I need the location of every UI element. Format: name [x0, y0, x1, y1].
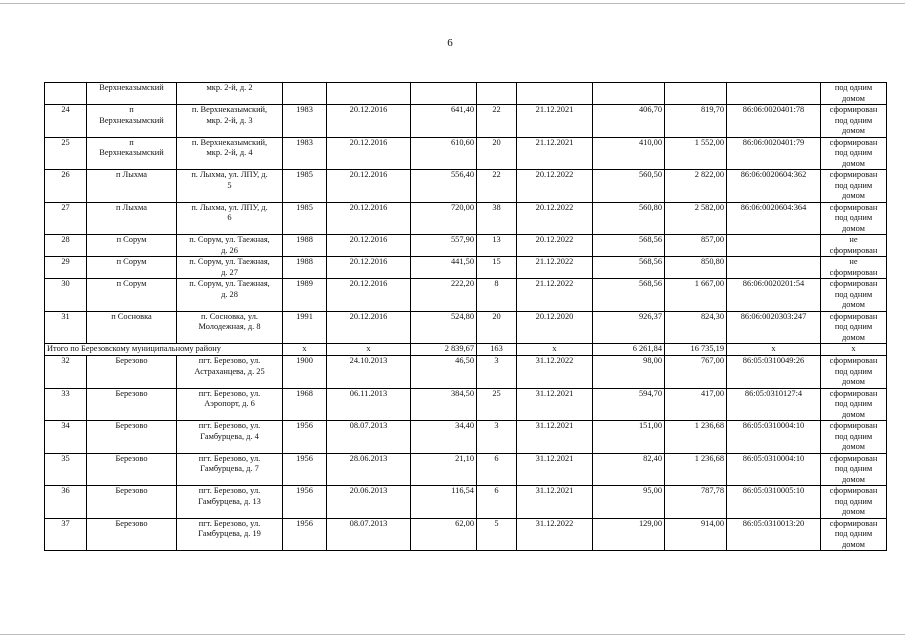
table-row	[45, 486, 887, 519]
row-number: 31	[45, 311, 87, 344]
area-planned-cell: 129,00	[593, 518, 665, 551]
residents-count-cell: 8	[477, 279, 517, 312]
residents-count-cell: 20	[477, 137, 517, 170]
table-row	[45, 311, 887, 344]
table-row	[45, 170, 887, 203]
planned-date-cell: 31.12.2022	[517, 356, 593, 389]
area-planned-cell: 95,00	[593, 486, 665, 519]
planned-date-cell: 31.12.2022	[517, 518, 593, 551]
cadastral-number-cell: 86:05:0310127:4	[727, 388, 821, 421]
settlement-cell: Верхнеказымский	[87, 83, 177, 105]
table-row	[45, 105, 887, 138]
settlement-cell: п Верхнеказымский	[87, 137, 177, 170]
subtotal-area-planned: 6 261,84	[593, 344, 665, 356]
settlement-cell: п Лыхма	[87, 170, 177, 203]
cadastral-number-cell: 86:06:0020303:247	[727, 311, 821, 344]
subtotal-year: x	[283, 344, 327, 356]
planned-date-cell: 21.12.2021	[517, 137, 593, 170]
date-recognized-cell: 20.12.2016	[327, 311, 411, 344]
cadastral-number-cell: 86:05:0310004:10	[727, 421, 821, 454]
cadastral-number-cell	[727, 257, 821, 279]
date-recognized-cell: 20.12.2016	[327, 279, 411, 312]
year-built-cell: 1968	[283, 388, 327, 421]
subtotal-area: 2 839,67	[411, 344, 477, 356]
cadastral-number-cell: 86:06:0020201:54	[727, 279, 821, 312]
land-status-cell: под одним домом	[821, 83, 887, 105]
year-built-cell: 1900	[283, 356, 327, 389]
settlement-cell: Березово	[87, 388, 177, 421]
land-status-cell: сформирован под одним домом	[821, 137, 887, 170]
area-cell: 556,40	[411, 170, 477, 203]
planned-date-cell: 20.12.2022	[517, 202, 593, 235]
date-recognized-cell: 20.06.2013	[327, 486, 411, 519]
area-planned-cell: 82,40	[593, 453, 665, 486]
row-number: 30	[45, 279, 87, 312]
settlement-cell: Березово	[87, 518, 177, 551]
settlement-cell: Березово	[87, 453, 177, 486]
table-row	[45, 137, 887, 170]
address-cell: пгт. Березово, ул. Гамбурцева, д. 19	[177, 518, 283, 551]
area-planned-cell: 410,00	[593, 137, 665, 170]
date-recognized-cell: 20.12.2016	[327, 137, 411, 170]
residents-count-cell: 20	[477, 311, 517, 344]
settlement-cell: п Сорум	[87, 235, 177, 257]
settlement-cell: п Сорум	[87, 279, 177, 312]
cadastral-number-cell: 86:06:0020604:362	[727, 170, 821, 203]
planned-date-cell: 21.12.2022	[517, 279, 593, 312]
residents-count-cell: 3	[477, 356, 517, 389]
land-area-cell: 824,30	[665, 311, 727, 344]
planned-date-cell: 31.12.2021	[517, 453, 593, 486]
land-status-cell: сформирован под одним домом	[821, 388, 887, 421]
area-planned-cell	[593, 83, 665, 105]
address-cell: пгт. Березово, ул. Аэропорт, д. 6	[177, 388, 283, 421]
page-number: 6	[447, 37, 453, 49]
land-status-cell: не сформирован	[821, 257, 887, 279]
land-area-cell: 914,00	[665, 518, 727, 551]
row-number: 37	[45, 518, 87, 551]
row-number: 26	[45, 170, 87, 203]
year-built-cell: 1956	[283, 518, 327, 551]
year-built-cell: 1956	[283, 421, 327, 454]
table-row	[45, 388, 887, 421]
table-row	[45, 202, 887, 235]
planned-date-cell: 31.12.2021	[517, 388, 593, 421]
cadastral-number-cell: 86:05:0310049:26	[727, 356, 821, 389]
year-built-cell: 1983	[283, 137, 327, 170]
residents-count-cell: 6	[477, 453, 517, 486]
area-cell: 222,20	[411, 279, 477, 312]
cadastral-number-cell: 86:05:0310013:20	[727, 518, 821, 551]
land-area-cell: 1 552,00	[665, 137, 727, 170]
area-cell: 116,54	[411, 486, 477, 519]
settlement-cell: п Верхнеказымский	[87, 105, 177, 138]
scan-top-edge	[0, 3, 905, 4]
address-cell: пгт. Березово, ул. Гамбурцева, д. 7	[177, 453, 283, 486]
subtotal-cadastral: x	[727, 344, 821, 356]
table-row	[45, 356, 887, 389]
planned-date-cell: 20.12.2022	[517, 170, 593, 203]
subtotal-row	[45, 344, 887, 356]
year-built-cell: 1991	[283, 311, 327, 344]
table-row	[45, 421, 887, 454]
land-area-cell: 1 236,68	[665, 421, 727, 454]
cadastral-number-cell: 86:06:0020604:364	[727, 202, 821, 235]
address-cell: п. Сорум, ул. Таежная, д. 26	[177, 235, 283, 257]
year-built-cell: 1956	[283, 486, 327, 519]
area-cell: 384,50	[411, 388, 477, 421]
row-number: 34	[45, 421, 87, 454]
address-cell: п. Сосновка, ул. Молодежная, д. 8	[177, 311, 283, 344]
land-area-cell: 850,80	[665, 257, 727, 279]
address-cell: п. Верхнеказымский, мкр. 2-й, д. 4	[177, 137, 283, 170]
cadastral-number-cell: 86:05:0310005:10	[727, 486, 821, 519]
row-number: 27	[45, 202, 87, 235]
residents-count-cell: 38	[477, 202, 517, 235]
year-built-cell: 1988	[283, 235, 327, 257]
address-cell: мкр. 2-й, д. 2	[177, 83, 283, 105]
date-recognized-cell: 20.12.2016	[327, 257, 411, 279]
address-cell: пгт. Березово, ул. Астраханцева, д. 25	[177, 356, 283, 389]
land-area-cell: 787,78	[665, 486, 727, 519]
date-recognized-cell: 28.06.2013	[327, 453, 411, 486]
area-planned-cell: 98,00	[593, 356, 665, 389]
subtotal-date1: x	[327, 344, 411, 356]
table-row	[45, 453, 887, 486]
row-number: 32	[45, 356, 87, 389]
housing-table	[44, 82, 878, 551]
row-number: 25	[45, 137, 87, 170]
area-cell: 557,90	[411, 235, 477, 257]
cadastral-number-cell: 86:06:0020401:79	[727, 137, 821, 170]
address-cell: п. Лыхма, ул. ЛПУ, д. 5	[177, 170, 283, 203]
settlement-cell: п Сорум	[87, 257, 177, 279]
row-number: 33	[45, 388, 87, 421]
land-area-cell: 1 667,00	[665, 279, 727, 312]
area-planned-cell: 560,50	[593, 170, 665, 203]
area-cell: 720,00	[411, 202, 477, 235]
area-cell	[411, 83, 477, 105]
table-row	[45, 279, 887, 312]
land-area-cell: 417,00	[665, 388, 727, 421]
area-planned-cell: 568,56	[593, 235, 665, 257]
cadastral-number-cell: 86:05:0310004:10	[727, 453, 821, 486]
year-built-cell: 1985	[283, 170, 327, 203]
residents-count-cell: 22	[477, 105, 517, 138]
area-planned-cell: 568,56	[593, 279, 665, 312]
date-recognized-cell: 20.12.2016	[327, 170, 411, 203]
date-recognized-cell: 08.07.2013	[327, 518, 411, 551]
residents-count-cell: 15	[477, 257, 517, 279]
area-planned-cell: 594,70	[593, 388, 665, 421]
land-area-cell: 767,00	[665, 356, 727, 389]
residents-count-cell: 5	[477, 518, 517, 551]
land-status-cell: сформирован под одним домом	[821, 311, 887, 344]
land-status-cell: сформирован под одним домом	[821, 356, 887, 389]
land-status-cell: сформирован под одним домом	[821, 421, 887, 454]
land-area-cell: 2 822,00	[665, 170, 727, 203]
row-number	[45, 83, 87, 105]
scan-bottom-edge	[0, 634, 905, 635]
land-area-cell: 2 582,00	[665, 202, 727, 235]
row-number: 35	[45, 453, 87, 486]
table-row	[45, 518, 887, 551]
land-status-cell: сформирован под одним домом	[821, 518, 887, 551]
date-recognized-cell: 20.12.2016	[327, 202, 411, 235]
subtotal-date2: x	[517, 344, 593, 356]
settlement-cell: Березово	[87, 486, 177, 519]
date-recognized-cell	[327, 83, 411, 105]
planned-date-cell: 31.12.2021	[517, 421, 593, 454]
year-built-cell: 1985	[283, 202, 327, 235]
date-recognized-cell: 20.12.2016	[327, 105, 411, 138]
land-status-cell: не сформирован	[821, 235, 887, 257]
row-number: 36	[45, 486, 87, 519]
planned-date-cell: 31.12.2021	[517, 486, 593, 519]
row-number: 29	[45, 257, 87, 279]
residents-count-cell: 25	[477, 388, 517, 421]
address-cell: п. Лыхма, ул. ЛПУ, д. 6	[177, 202, 283, 235]
land-status-cell: сформирован под одним домом	[821, 105, 887, 138]
land-area-cell: 1 236,68	[665, 453, 727, 486]
settlement-cell: п Лыхма	[87, 202, 177, 235]
area-planned-cell: 926,37	[593, 311, 665, 344]
area-cell: 21,10	[411, 453, 477, 486]
year-built-cell: 1988	[283, 257, 327, 279]
address-cell: п. Верхнеказымский, мкр. 2-й, д. 3	[177, 105, 283, 138]
area-cell: 641,40	[411, 105, 477, 138]
row-number: 24	[45, 105, 87, 138]
planned-date-cell: 21.12.2022	[517, 257, 593, 279]
area-planned-cell: 151,00	[593, 421, 665, 454]
date-recognized-cell: 08.07.2013	[327, 421, 411, 454]
row-number: 28	[45, 235, 87, 257]
planned-date-cell: 20.12.2020	[517, 311, 593, 344]
year-built-cell	[283, 83, 327, 105]
land-area-cell: 857,00	[665, 235, 727, 257]
subtotal-status: x	[821, 344, 887, 356]
year-built-cell: 1956	[283, 453, 327, 486]
planned-date-cell: 20.12.2022	[517, 235, 593, 257]
land-status-cell: сформирован под одним домом	[821, 279, 887, 312]
residents-count-cell: 6	[477, 486, 517, 519]
table-row	[45, 257, 887, 279]
date-recognized-cell: 24.10.2013	[327, 356, 411, 389]
area-cell: 610,60	[411, 137, 477, 170]
settlement-cell: Березово	[87, 356, 177, 389]
settlement-cell: п Сосновка	[87, 311, 177, 344]
address-cell: п. Сорум, ул. Таежная, д. 27	[177, 257, 283, 279]
residents-count-cell	[477, 83, 517, 105]
area-cell: 46,50	[411, 356, 477, 389]
table-row	[45, 83, 887, 105]
land-status-cell: сформирован под одним домом	[821, 486, 887, 519]
date-recognized-cell: 20.12.2016	[327, 235, 411, 257]
cadastral-number-cell	[727, 83, 821, 105]
table-row	[45, 235, 887, 257]
residents-count-cell: 22	[477, 170, 517, 203]
planned-date-cell	[517, 83, 593, 105]
area-planned-cell: 568,56	[593, 257, 665, 279]
subtotal-land-area: 16 735,19	[665, 344, 727, 356]
area-cell: 34,40	[411, 421, 477, 454]
area-planned-cell: 406,70	[593, 105, 665, 138]
subtotal-count: 163	[477, 344, 517, 356]
cadastral-number-cell: 86:06:0020401:78	[727, 105, 821, 138]
area-cell: 524,80	[411, 311, 477, 344]
cadastral-number-cell	[727, 235, 821, 257]
residents-count-cell: 13	[477, 235, 517, 257]
land-area-cell	[665, 83, 727, 105]
land-status-cell: сформирован под одним домом	[821, 170, 887, 203]
date-recognized-cell: 06.11.2013	[327, 388, 411, 421]
subtotal-label: Итого по Березовскому муниципальному району	[45, 344, 283, 356]
land-area-cell: 819,70	[665, 105, 727, 138]
area-cell: 62,00	[411, 518, 477, 551]
residents-count-cell: 3	[477, 421, 517, 454]
area-planned-cell: 560,80	[593, 202, 665, 235]
area-cell: 441,50	[411, 257, 477, 279]
land-status-cell: сформирован под одним домом	[821, 453, 887, 486]
year-built-cell: 1989	[283, 279, 327, 312]
year-built-cell: 1983	[283, 105, 327, 138]
address-cell: пгт. Березово, ул. Гамбурцева, д. 13	[177, 486, 283, 519]
settlement-cell: Березово	[87, 421, 177, 454]
planned-date-cell: 21.12.2021	[517, 105, 593, 138]
address-cell: пгт. Березово, ул. Гамбурцева, д. 4	[177, 421, 283, 454]
address-cell: п. Сорум, ул. Таежная, д. 28	[177, 279, 283, 312]
land-status-cell: сформирован под одним домом	[821, 202, 887, 235]
